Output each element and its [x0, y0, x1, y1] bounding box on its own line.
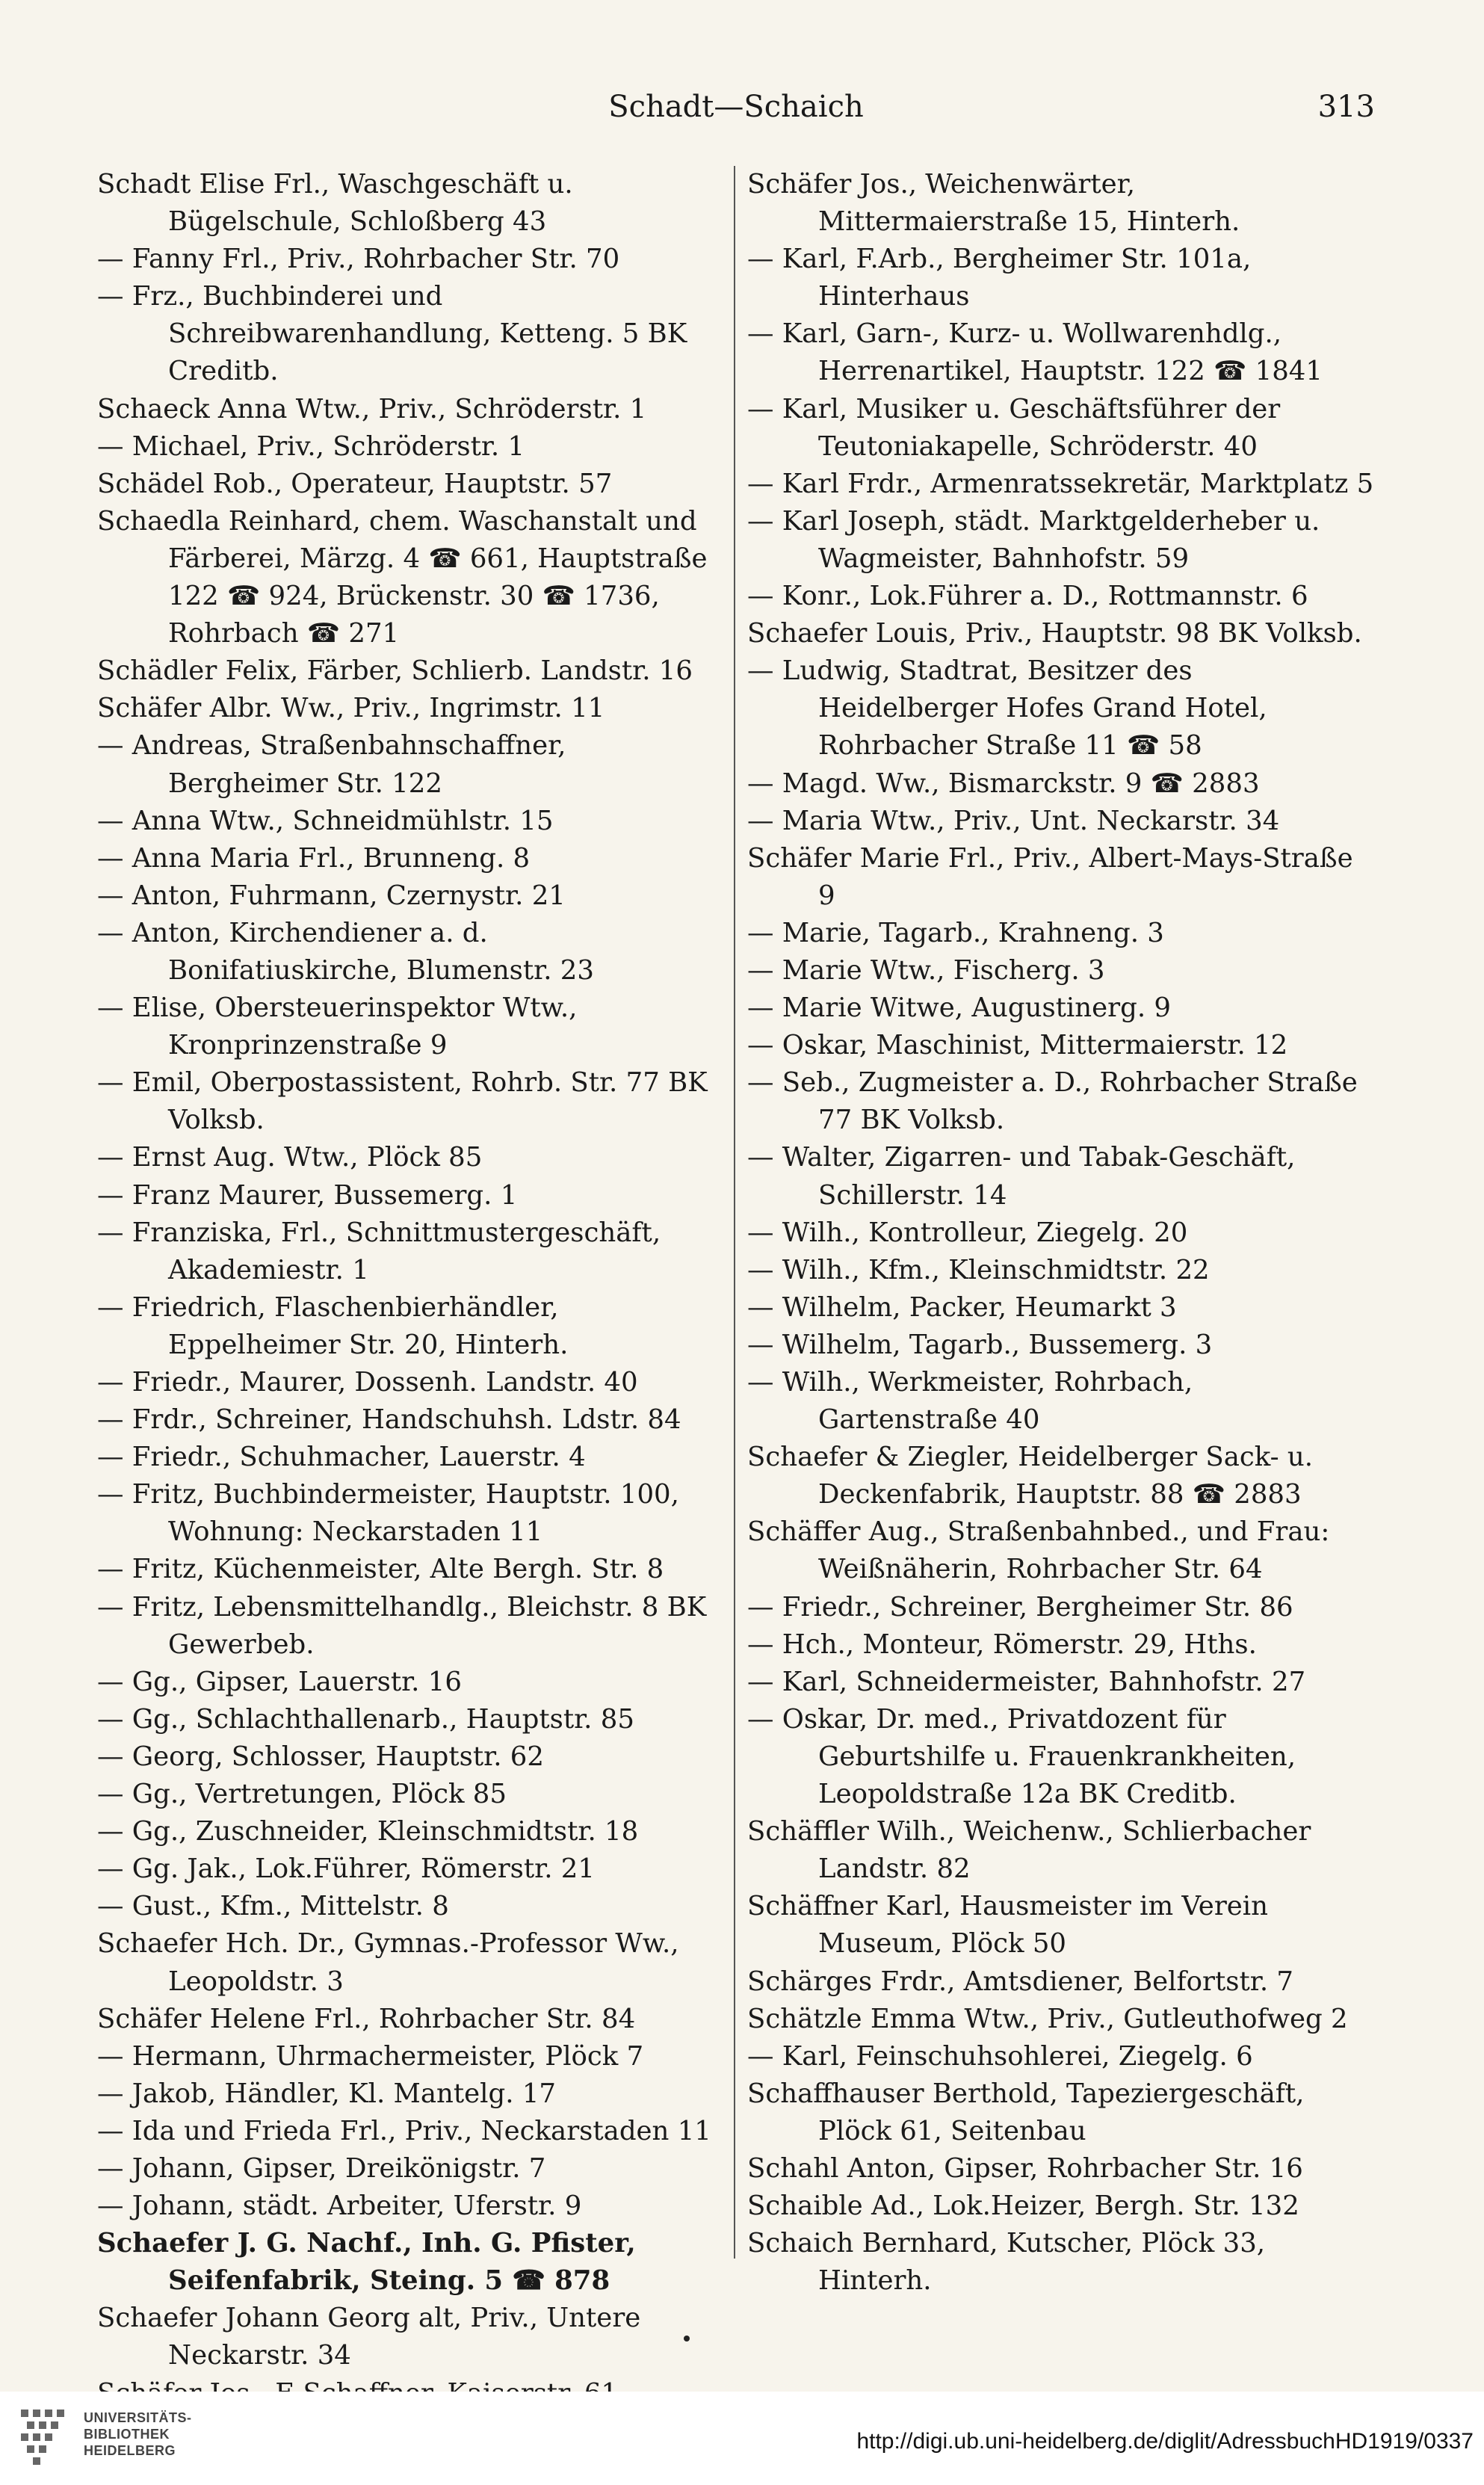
directory-entry: — Gg. Jak., Lok.Führer, Römerstr. 21 — [97, 1853, 595, 1885]
directory-entry: — Gust., Kfm., Mittelstr. 8 — [97, 1891, 449, 1922]
directory-entry: — Oskar, Maschinist, Mittermaierstr. 12 — [747, 1030, 1288, 1061]
directory-entry: Schaedla Reinhard, chem. Waschanstalt und Färberei, Märzg. 4 ☎ 661, Hauptstraße 122 ☎ 924, Brückenstr. 30 ☎ 1736, Rohrbach ☎ 271 — [97, 505, 708, 649]
directory-entry: — Magd. Ww., Bismarckstr. 9 ☎ 2883 — [747, 768, 1260, 799]
directory-entry: — Maria Wtw., Priv., Unt. Neckarstr. 34 — [747, 805, 1280, 836]
directory-entry: Schaffhauser Berthold, Tapeziergeschäft, Plöck 61, Seitenbau — [747, 2078, 1305, 2146]
directory-entry: Schäfer Helene Frl., Rohrbacher Str. 84 — [97, 2003, 636, 2034]
directory-entry: — Friedr., Schreiner, Bergheimer Str. 86 — [747, 1591, 1293, 1623]
directory-entry: — Karl, Musiker u. Geschäftsführer der Teutoniakapelle, Schröderstr. 40 — [747, 393, 1281, 462]
page-header — [97, 90, 1375, 142]
directory-entry: — Marie, Tagarb., Krahneng. 3 — [747, 917, 1164, 948]
directory-entry: — Marie Wtw., Fischerg. 3 — [747, 954, 1105, 986]
directory-entry: — Elise, Obersteuerinspektor Wtw., Kronprinzenstraße 9 — [97, 993, 578, 1061]
directory-entry: — Ludwig, Stadtrat, Besitzer des Heidelberger Hofes Grand Hotel, Rohrbacher Straße 11 ☎ 58 — [747, 655, 1267, 762]
directory-entry: — Johann, städt. Arbeiter, Uferstr. 9 — [97, 2191, 582, 2222]
directory-entry: — Fritz, Küchenmeister, Alte Bergh. Str. 8 — [97, 1554, 664, 1585]
directory-entry: — Wilhelm, Packer, Heumarkt 3 — [747, 1291, 1177, 1323]
directory-entry: — Franz Maurer, Bussemerg. 1 — [97, 1179, 518, 1211]
library-name-line: BIBLIOTHEK — [84, 2427, 170, 2442]
directory-entry: — Georg, Schlosser, Hauptstr. 62 — [97, 1741, 544, 1772]
directory-entry: — Frdr., Schreiner, Handschuhsh. Ldstr. 84 — [97, 1404, 681, 1436]
directory-entry: Schäfer Albr. Ww., Priv., Ingrimstr. 11 — [97, 693, 605, 724]
directory-entry: — Gg., Schlachthallenarb., Hauptstr. 85 — [97, 1703, 634, 1735]
library-seal-icon — [18, 2405, 76, 2469]
directory-entry: — Friedr., Maurer, Dossenh. Landstr. 40 — [97, 1367, 638, 1398]
directory-entry: Schäffler Wilh., Weichenw., Schlierbacher Landstr. 82 — [747, 1816, 1311, 1885]
directory-entry: — Friedrich, Flaschenbierhändler, Eppelheimer Str. 20, Hinterh. — [97, 1291, 569, 1360]
directory-entry: Schadt Elise Frl., Waschgeschäft u. Bügelschule, Schloßberg 43 — [97, 169, 573, 238]
directory-entry: Schaefer Johann Georg alt, Priv., Untere Neckarstr. 34 — [97, 2303, 641, 2371]
directory-entry: — Andreas, Straßenbahnschaffner, Bergheimer Str. 122 — [97, 730, 566, 799]
directory-entry: — Johann, Gipser, Dreikönigstr. 7 — [97, 2152, 546, 2184]
directory-entry: Schäffner Karl, Hausmeister im Verein Museum, Plöck 50 — [747, 1891, 1269, 1960]
directory-entry: Schätzle Emma Wtw., Priv., Gutleuthofweg 2 — [747, 2003, 1348, 2034]
directory-entry: Schaible Ad., Lok.Heizer, Bergh. Str. 132 — [747, 2191, 1299, 2222]
directory-entry: — Walter, Zigarren- und Tabak-Geschäft, Schillerstr. 14 — [747, 1142, 1296, 1211]
directory-entry: — Wilh., Kontrolleur, Ziegelg. 20 — [747, 1217, 1188, 1248]
directory-entry: — Franziska, Frl., Schnittmustergeschäft, Akademiestr. 1 — [97, 1217, 661, 1285]
directory-entry: — Fanny Frl., Priv., Rohrbacher Str. 70 — [97, 244, 620, 275]
directory-entry: — Karl, F.Arb., Bergheimer Str. 101a, Hinterhaus — [747, 244, 1252, 312]
footer-bar — [0, 2392, 1484, 2485]
directory-entry: — Karl Joseph, städt. Marktgelderheber u. Wagmeister, Bahnhofstr. 59 — [747, 505, 1320, 574]
directory-entry: — Gg., Vertretungen, Plöck 85 — [97, 1779, 507, 1810]
directory-entry: — Michael, Priv., Schröderstr. 1 — [97, 430, 525, 462]
directory-entry: — Wilh., Kfm., Kleinschmidtstr. 22 — [747, 1254, 1210, 1285]
directory-entry: — Hermann, Uhrmachermeister, Plöck 7 — [97, 2040, 644, 2072]
right-column — [747, 166, 1375, 2300]
directory-entry: — Wilhelm, Tagarb., Bussemerg. 3 — [747, 1329, 1213, 1360]
directory-entry: Schärges Frdr., Amtsdiener, Belfortstr. 7 — [747, 1966, 1293, 1997]
directory-entry: — Karl, Garn-, Kurz- u. Wollwarenhdlg., Herrenartikel, Hauptstr. 122 ☎ 1841 — [747, 318, 1323, 387]
directory-entry: — Ernst Aug. Wtw., Plöck 85 — [97, 1142, 483, 1173]
running-title: Schadt—Schaich — [608, 90, 864, 124]
directory-entry: Schäfer Jos., Weichenwärter, Mittermaierstraße 15, Hinterh. — [747, 169, 1240, 238]
directory-entry: — Gg., Gipser, Lauerstr. 16 — [97, 1666, 462, 1697]
directory-entry: — Emil, Oberpostassistent, Rohrb. Str. 77 BK Volksb. — [97, 1067, 708, 1136]
directory-entry: — Karl, Feinschuhsohlerei, Ziegelg. 6 — [747, 2040, 1253, 2072]
column-divider — [734, 166, 735, 2259]
directory-entry: — Jakob, Händler, Kl. Mantelg. 17 — [97, 2078, 556, 2109]
left-column — [97, 166, 725, 2413]
page-number: 313 — [1317, 90, 1375, 124]
directory-entry: — Wilh., Werkmeister, Rohrbach, Gartenstraße 40 — [747, 1367, 1193, 1436]
directory-entry: — Frz., Buchbinderei und Schreibwarenhandlung, Ketteng. 5 BK Creditb. — [97, 281, 687, 387]
directory-entry: — Fritz, Lebensmittelhandlg., Bleichstr. 8 BK Gewerbeb. — [97, 1591, 707, 1660]
directory-entry: — Anton, Kirchendiener a. d. Bonifatiuskirche, Blumenstr. 23 — [97, 917, 594, 986]
library-name-line: HEIDELBERG — [84, 2443, 176, 2458]
directory-entry: Schäffer Aug., Straßenbahnbed., und Frau: Weißnäherin, Rohrbacher Str. 64 — [747, 1516, 1330, 1585]
directory-entry: Schaich Bernhard, Kutscher, Plöck 33, Hinterh. — [747, 2228, 1266, 2297]
directory-entry: — Fritz, Buchbindermeister, Hauptstr. 100, Wohnung: Neckarstaden 11 — [97, 1479, 679, 1548]
directory-entry: — Seb., Zugmeister a. D., Rohrbacher Straße 77 BK Volksb. — [747, 1067, 1358, 1136]
directory-entry: Schaefer J. G. Nachf., Inh. G. Pfister, Seifenfabrik, Steing. 5 ☎ 878 — [97, 2228, 636, 2297]
library-name-line: UNIVERSITÄTS- — [84, 2410, 192, 2425]
library-name — [84, 2410, 192, 2459]
directory-entry: — Anton, Fuhrmann, Czernystr. 21 — [97, 880, 566, 911]
page-mark — [684, 2336, 690, 2342]
directory-entry: — Konr., Lok.Führer a. D., Rottmannstr. 6 — [747, 581, 1308, 612]
directory-entry: — Hch., Monteur, Römerstr. 29, Hths. — [747, 1629, 1257, 1660]
directory-entry: Schädel Rob., Operateur, Hauptstr. 57 — [97, 468, 613, 499]
directory-entry: — Marie Witwe, Augustinerg. 9 — [747, 993, 1172, 1024]
directory-entry: — Gg., Zuschneider, Kleinschmidtstr. 18 — [97, 1816, 639, 1847]
directory-entry: Schaefer Louis, Priv., Hauptstr. 98 BK Volksb. — [747, 618, 1362, 649]
directory-entry: — Anna Wtw., Schneidmühlstr. 15 — [97, 805, 554, 836]
directory-entry: — Friedr., Schuhmacher, Lauerstr. 4 — [97, 1442, 586, 1473]
directory-entry: Schädler Felix, Färber, Schlierb. Landstr. 16 — [97, 655, 693, 687]
directory-entry: — Ida und Frieda Frl., Priv., Neckarstaden 11 — [97, 2115, 711, 2146]
directory-entry: — Oskar, Dr. med., Privatdozent für Geburtshilfe u. Frauenkrankheiten, Leopoldstraße 12a BK Creditb. — [747, 1703, 1296, 1810]
directory-entry: Schahl Anton, Gipser, Rohrbacher Str. 16 — [747, 2152, 1303, 2184]
directory-entry: — Anna Maria Frl., Brunneng. 8 — [97, 842, 531, 874]
source-url-link[interactable]: http://digi.ub.uni-heidelberg.de/diglit/AdressbuchHD1919/0337 — [856, 2429, 1474, 2454]
directory-entry: Schaefer Hch. Dr., Gymnas.-Professor Ww., Leopoldstr. 3 — [97, 1928, 679, 1997]
directory-entry: — Karl Frdr., Armenratssekretär, Marktplatz 5 — [747, 468, 1374, 499]
directory-entry: — Karl, Schneidermeister, Bahnhofstr. 27 — [747, 1666, 1306, 1697]
directory-entry: Schaeck Anna Wtw., Priv., Schröderstr. 1 — [97, 393, 647, 425]
directory-entry: Schaefer & Ziegler, Heidelberger Sack- u. Deckenfabrik, Hauptstr. 88 ☎ 2883 — [747, 1442, 1314, 1510]
directory-entry: Schäfer Marie Frl., Priv., Albert-Mays-Straße 9 — [747, 842, 1353, 911]
